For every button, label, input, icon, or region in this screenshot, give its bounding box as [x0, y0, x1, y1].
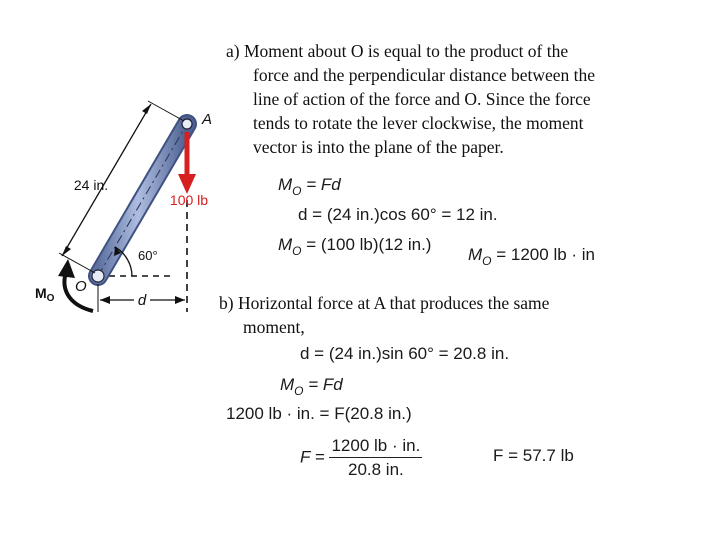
distance-label: d	[137, 292, 147, 309]
part-b-line-2: moment,	[243, 317, 305, 337]
part-b-eq-distance: d = (24 in.)sin 60° = 20.8 in.	[300, 344, 510, 363]
part-b-eq-moment: $M_O = Fd$	[280, 375, 343, 398]
part-a-eq-result: $M_O = 1200$ lb · in	[468, 245, 596, 268]
part-b-eq-equality: 1200 lb · in. = F(20.8 in.)	[226, 404, 412, 423]
length-arrow-top	[142, 104, 151, 114]
force-label: 100 lb	[169, 192, 209, 208]
length-arrow-bottom	[62, 246, 71, 256]
point-a-label: A	[202, 111, 213, 128]
part-a-line-4: tends to rotate the lever clockwise, the moment	[253, 113, 584, 133]
part-a-line-2: force and the perpendicular distance between the	[253, 65, 596, 85]
moment-arrow-head	[58, 259, 75, 278]
force-fraction: $\frac{1200 lb \cdot in.}{20.8 in.}$	[331, 436, 421, 479]
force-arrow-head	[178, 174, 196, 194]
angle-label: 60°	[138, 248, 158, 263]
part-a-eq-distance: d = (24 in.)cos 60° = 12 in.	[298, 205, 498, 224]
part-a-eq-substitution: $M_O = (100$ lb)(12 in.)	[278, 235, 432, 258]
part-a-line-1: a) Moment about O is equal to the product of the	[226, 41, 569, 61]
distance-arrow-left	[100, 296, 110, 304]
length-label: 24 in.	[73, 177, 109, 193]
part-a-line-3: line of action of the force and O. Since the force	[253, 89, 591, 109]
extension-line-a	[148, 101, 184, 121]
distance-arrow-right	[175, 296, 185, 304]
part-a-line-5: vector is into the plane of the paper.	[253, 137, 504, 157]
part-b-eq-fraction: F = $\frac{1200 lb \cdot in.}{20.8 in.}$	[300, 436, 421, 479]
part-b-line-1: b) Horizontal force at A that produces the same	[219, 293, 550, 313]
point-o-label: O	[75, 278, 87, 295]
part-b-eq-result: F = 57.7 lb	[493, 446, 574, 465]
moment-label: $M_O$	[35, 285, 55, 304]
part-a-eq-moment: $M_O = Fd$	[278, 175, 341, 198]
